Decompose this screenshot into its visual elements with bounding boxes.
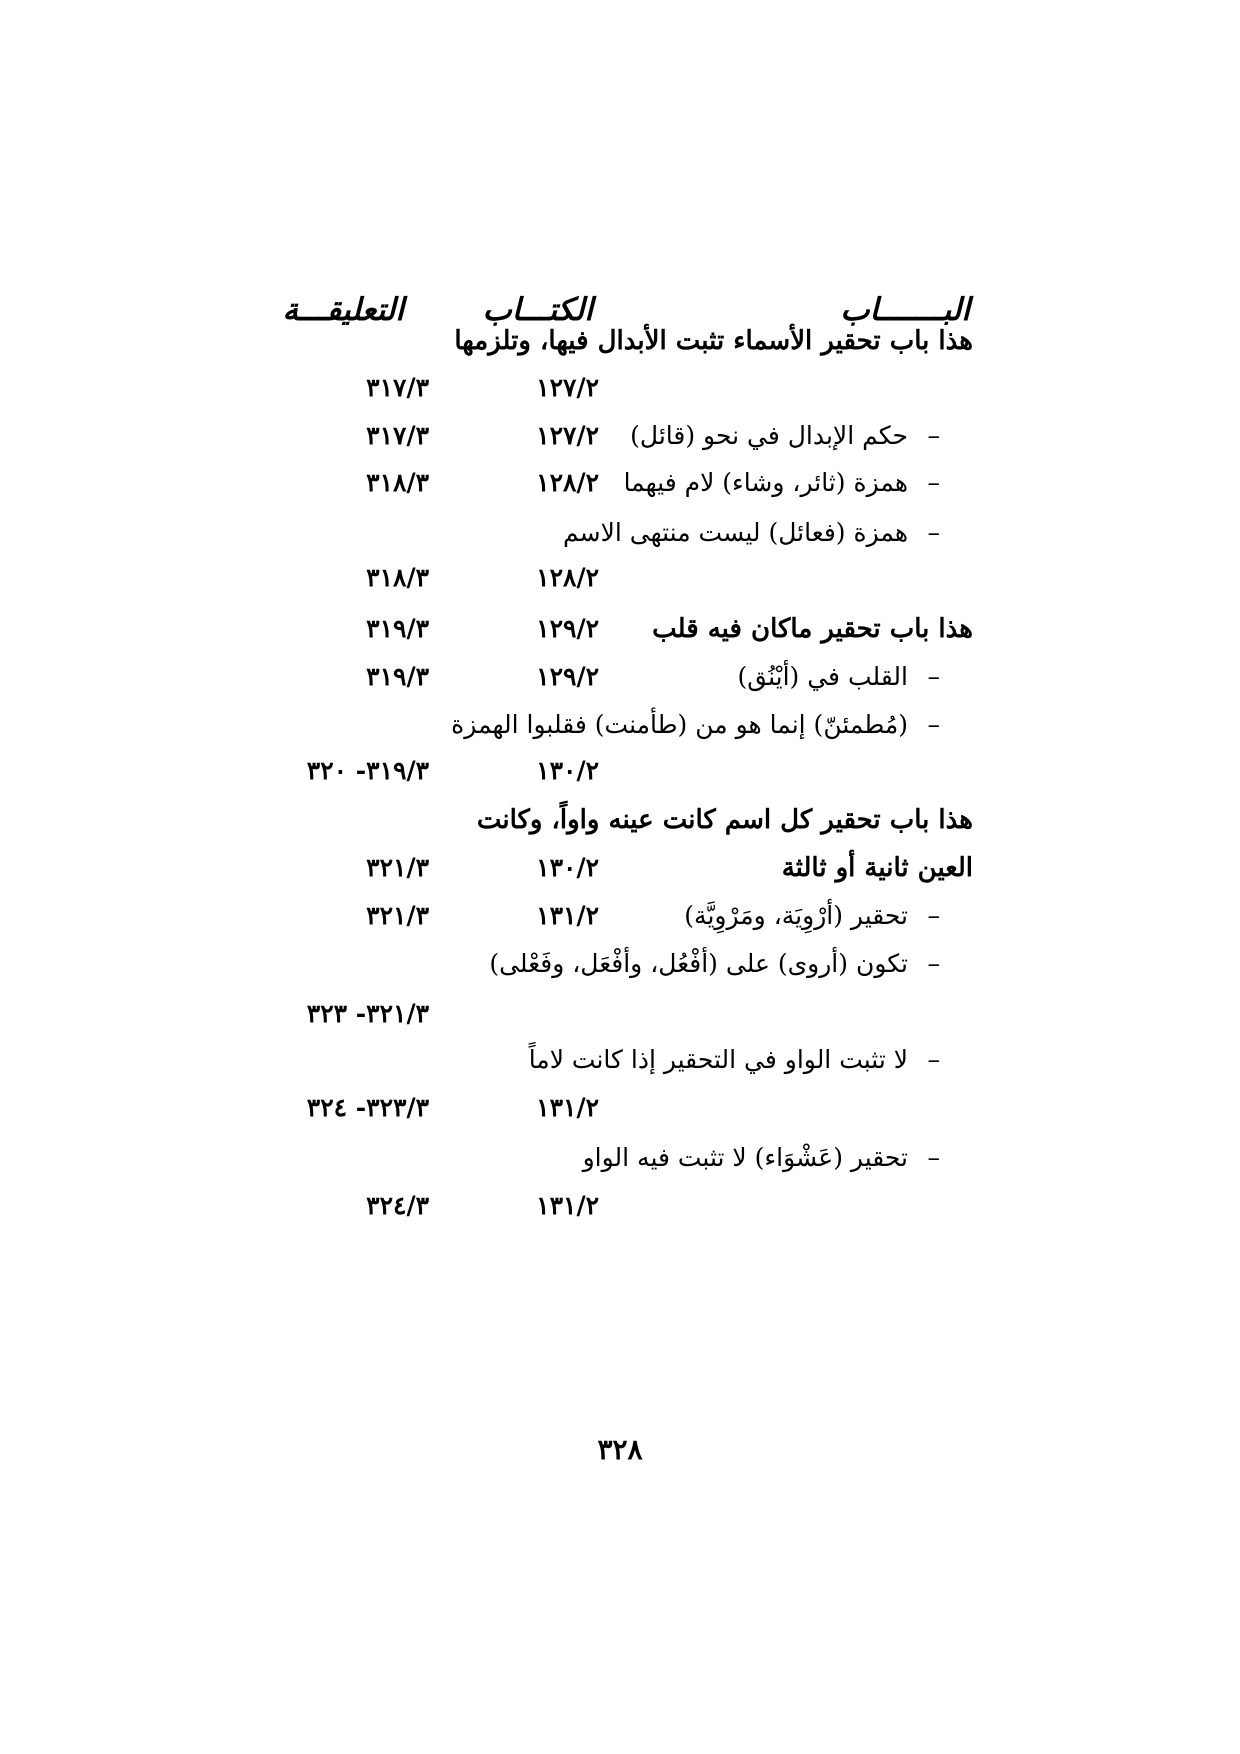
dash-marker: – — [927, 1045, 940, 1074]
kitab-reference: ١٣١/٢ — [536, 1093, 599, 1122]
kitab-reference: ١٢٨/٢ — [536, 468, 599, 497]
index-row — [0, 893, 1240, 939]
column-header-taliqa: التعليقـــة — [282, 292, 404, 328]
dash-marker: – — [927, 1143, 940, 1172]
subtopic-text: لا تثبت الواو في التحقير إذا كانت لاماً — [528, 1045, 908, 1074]
subtopic-entry — [451, 702, 940, 748]
index-row — [0, 748, 1240, 794]
index-row — [0, 941, 1240, 987]
dash-marker: – — [927, 901, 940, 930]
subtopic-entry — [583, 1135, 940, 1181]
dash-marker: – — [927, 468, 940, 497]
taliqa-reference: ٣١٨/٣ — [366, 563, 429, 592]
subtopic-text: (مُطمئنّ) إنما هو من (طأمنت) فقلبوا الهمزة — [451, 710, 908, 739]
subtopic-text: حكم الإبدال في نحو (قائل) — [630, 421, 908, 450]
taliqa-reference: ٣١٩/٣ — [366, 614, 429, 643]
index-row — [0, 413, 1240, 459]
index-row — [0, 1037, 1240, 1083]
column-header-bab: البـــــــاب — [840, 292, 970, 328]
subtopic-text: همزة (ثائر، وشاء) لام فيهما — [623, 468, 908, 497]
taliqa-reference: ٣٢٤/٣ — [366, 1191, 429, 1220]
index-row — [0, 606, 1240, 652]
taliqa-reference: ٣١٩/٣- ٣٢٠ — [306, 756, 429, 785]
section-heading: هذا باب تحقير ماكان فيه قلب — [652, 614, 973, 644]
kitab-reference: ١٢٩/٢ — [536, 662, 599, 691]
subtopic-entry — [489, 941, 940, 987]
kitab-reference: ١٢٧/٢ — [536, 373, 599, 402]
index-row — [0, 1135, 1240, 1181]
subtopic-text: تكون (أروى) على (أفْعُل، وأفْعَل، وفَعْلى) — [489, 949, 908, 978]
index-row — [0, 555, 1240, 601]
dash-marker: – — [927, 421, 940, 450]
index-row — [0, 654, 1240, 700]
kitab-reference: ١٣٠/٢ — [536, 756, 599, 785]
taliqa-reference: ٣٢١/٣- ٣٢٣ — [306, 999, 429, 1028]
dash-marker: – — [927, 710, 940, 739]
index-row — [0, 1085, 1240, 1131]
kitab-reference: ١٢٩/٢ — [536, 614, 599, 643]
index-row — [0, 365, 1240, 411]
subtopic-text: همزة (فعائل) ليست منتهى الاسم — [563, 518, 908, 547]
kitab-reference: ١٣١/٢ — [536, 1191, 599, 1220]
index-row — [0, 797, 1240, 843]
taliqa-reference: ٣١٧/٣ — [366, 421, 429, 450]
subtopic-text: تحقير (عَشْوَاء) لا تثبت فيه الواو — [582, 1143, 908, 1172]
column-header-kitab: الكتـــاب — [482, 292, 593, 328]
section-heading: هذا باب تحقير الأسماء تثبت الأبدال فيها، وتلزمها — [454, 326, 973, 356]
index-row — [0, 510, 1240, 556]
section-heading: هذا باب تحقير كل اسم كانت عينه واواً، وكانت — [476, 805, 973, 835]
index-row — [0, 845, 1240, 891]
dash-marker: – — [927, 518, 940, 547]
subtopic-entry — [529, 1037, 940, 1083]
subtopic-entry — [737, 654, 940, 700]
taliqa-reference: ٣٢٣/٣- ٣٢٤ — [306, 1093, 429, 1122]
page-number: ٣٢٨ — [597, 1433, 643, 1466]
taliqa-reference: ٣١٧/٣ — [366, 373, 429, 402]
index-row — [0, 702, 1240, 748]
subtopic-text: تحقير (أرْوِيَة، ومَرْوِيَّة) — [684, 901, 908, 930]
index-row — [0, 460, 1240, 506]
kitab-reference: ١٣٠/٢ — [536, 853, 599, 882]
taliqa-reference: ٣٢١/٣ — [366, 853, 429, 882]
subtopic-entry — [684, 893, 940, 939]
subtopic-text: القلب في (أيْنُق) — [737, 662, 908, 691]
dash-marker: – — [927, 662, 940, 691]
subtopic-entry — [624, 460, 940, 506]
section-heading: العين ثانية أو ثالثة — [781, 853, 973, 883]
index-row — [0, 318, 1240, 364]
kitab-reference: ١٢٧/٢ — [536, 421, 599, 450]
dash-marker: – — [927, 949, 940, 978]
taliqa-reference: ٣١٨/٣ — [366, 468, 429, 497]
taliqa-reference: ٣٢١/٣ — [366, 901, 429, 930]
index-row — [0, 1183, 1240, 1229]
index-row — [0, 991, 1240, 1037]
kitab-reference: ١٢٨/٢ — [536, 563, 599, 592]
subtopic-entry — [630, 413, 940, 459]
taliqa-reference: ٣١٩/٣ — [366, 662, 429, 691]
kitab-reference: ١٣١/٢ — [536, 901, 599, 930]
subtopic-entry — [563, 510, 940, 556]
